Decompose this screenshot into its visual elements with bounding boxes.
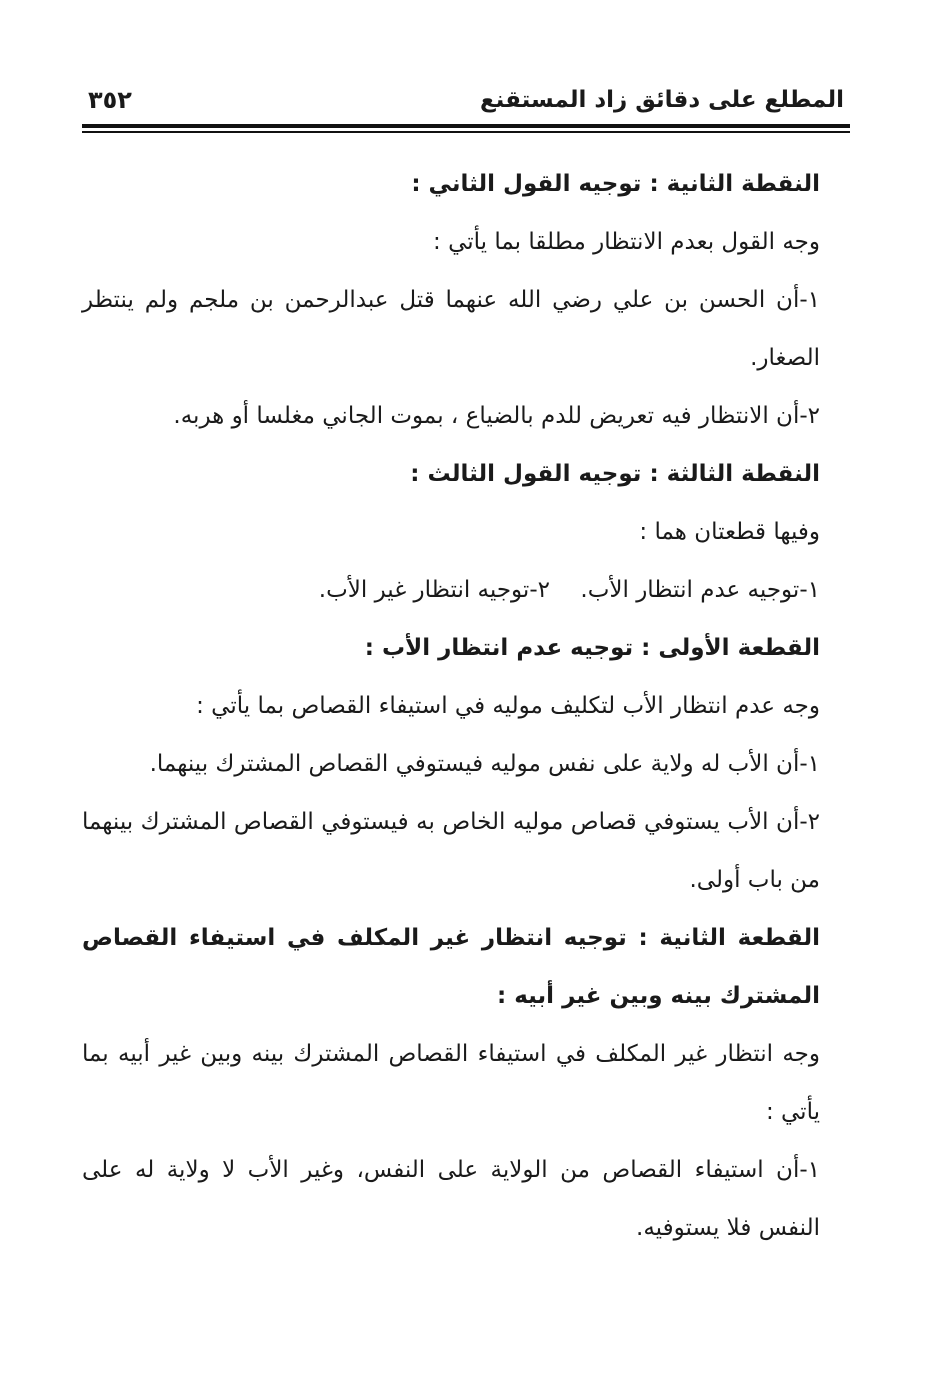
page-number: ٣٥٢: [88, 86, 132, 114]
page-header: [82, 84, 850, 124]
header-rule-thin: [82, 131, 850, 133]
section-heading: النقطة الثانية : توجيه القول الثاني :: [411, 171, 820, 197]
paragraph: وجه انتظار غير المكلف في استيفاء القصاص المشترك بينه وبين غير أبيه بما يأتي :: [82, 1041, 820, 1125]
body-text: [82, 155, 850, 1257]
list-item: ٢-توجيه انتظار غير الأب.: [318, 577, 550, 603]
paragraph: وجه القول بعدم الانتظار مطلقا بما يأتي :: [433, 229, 820, 255]
two-column-list: [82, 561, 850, 619]
list-item: ١-أن الحسن بن علي رضي الله عنهما قتل عبدالرحمن بن ملجم ولم ينتظر الصغار.: [82, 287, 820, 371]
list-item: ١-أن استيفاء القصاص من الولاية على النفس، وغير الأب لا ولاية له على النفس فلا يستوفيه.: [82, 1157, 820, 1241]
list-item: ٢-أن الأب يستوفي قصاص موليه الخاص به فيستوفي القصاص المشترك بينهما من باب أولى.: [82, 809, 820, 893]
list-item: ٢-أن الانتظار فيه تعريض للدم بالضياع ، بموت الجاني مغلسا أو هربه.: [173, 403, 820, 429]
paragraph: وفيها قطعتان هما :: [639, 519, 820, 545]
header-rule-thick: [82, 124, 850, 128]
book-title: المطلع على دقائق زاد المستقنع: [479, 87, 844, 113]
paragraph: وجه عدم انتظار الأب لتكليف موليه في استيفاء القصاص بما يأتي :: [196, 693, 820, 719]
section-heading: القطعة الأولى : توجيه عدم انتظار الأب :: [364, 635, 820, 661]
section-heading: القطعة الثانية : توجيه انتظار غير المكلف في استيفاء القصاص المشترك بينه وبين غير أبيه :: [82, 925, 820, 1009]
section-heading: النقطة الثالثة : توجيه القول الثالث :: [410, 461, 820, 487]
list-item: ١-توجيه عدم انتظار الأب.: [580, 577, 820, 603]
list-item: ١-أن الأب له ولاية على نفس موليه فيستوفي القصاص المشترك بينهما.: [149, 751, 820, 777]
